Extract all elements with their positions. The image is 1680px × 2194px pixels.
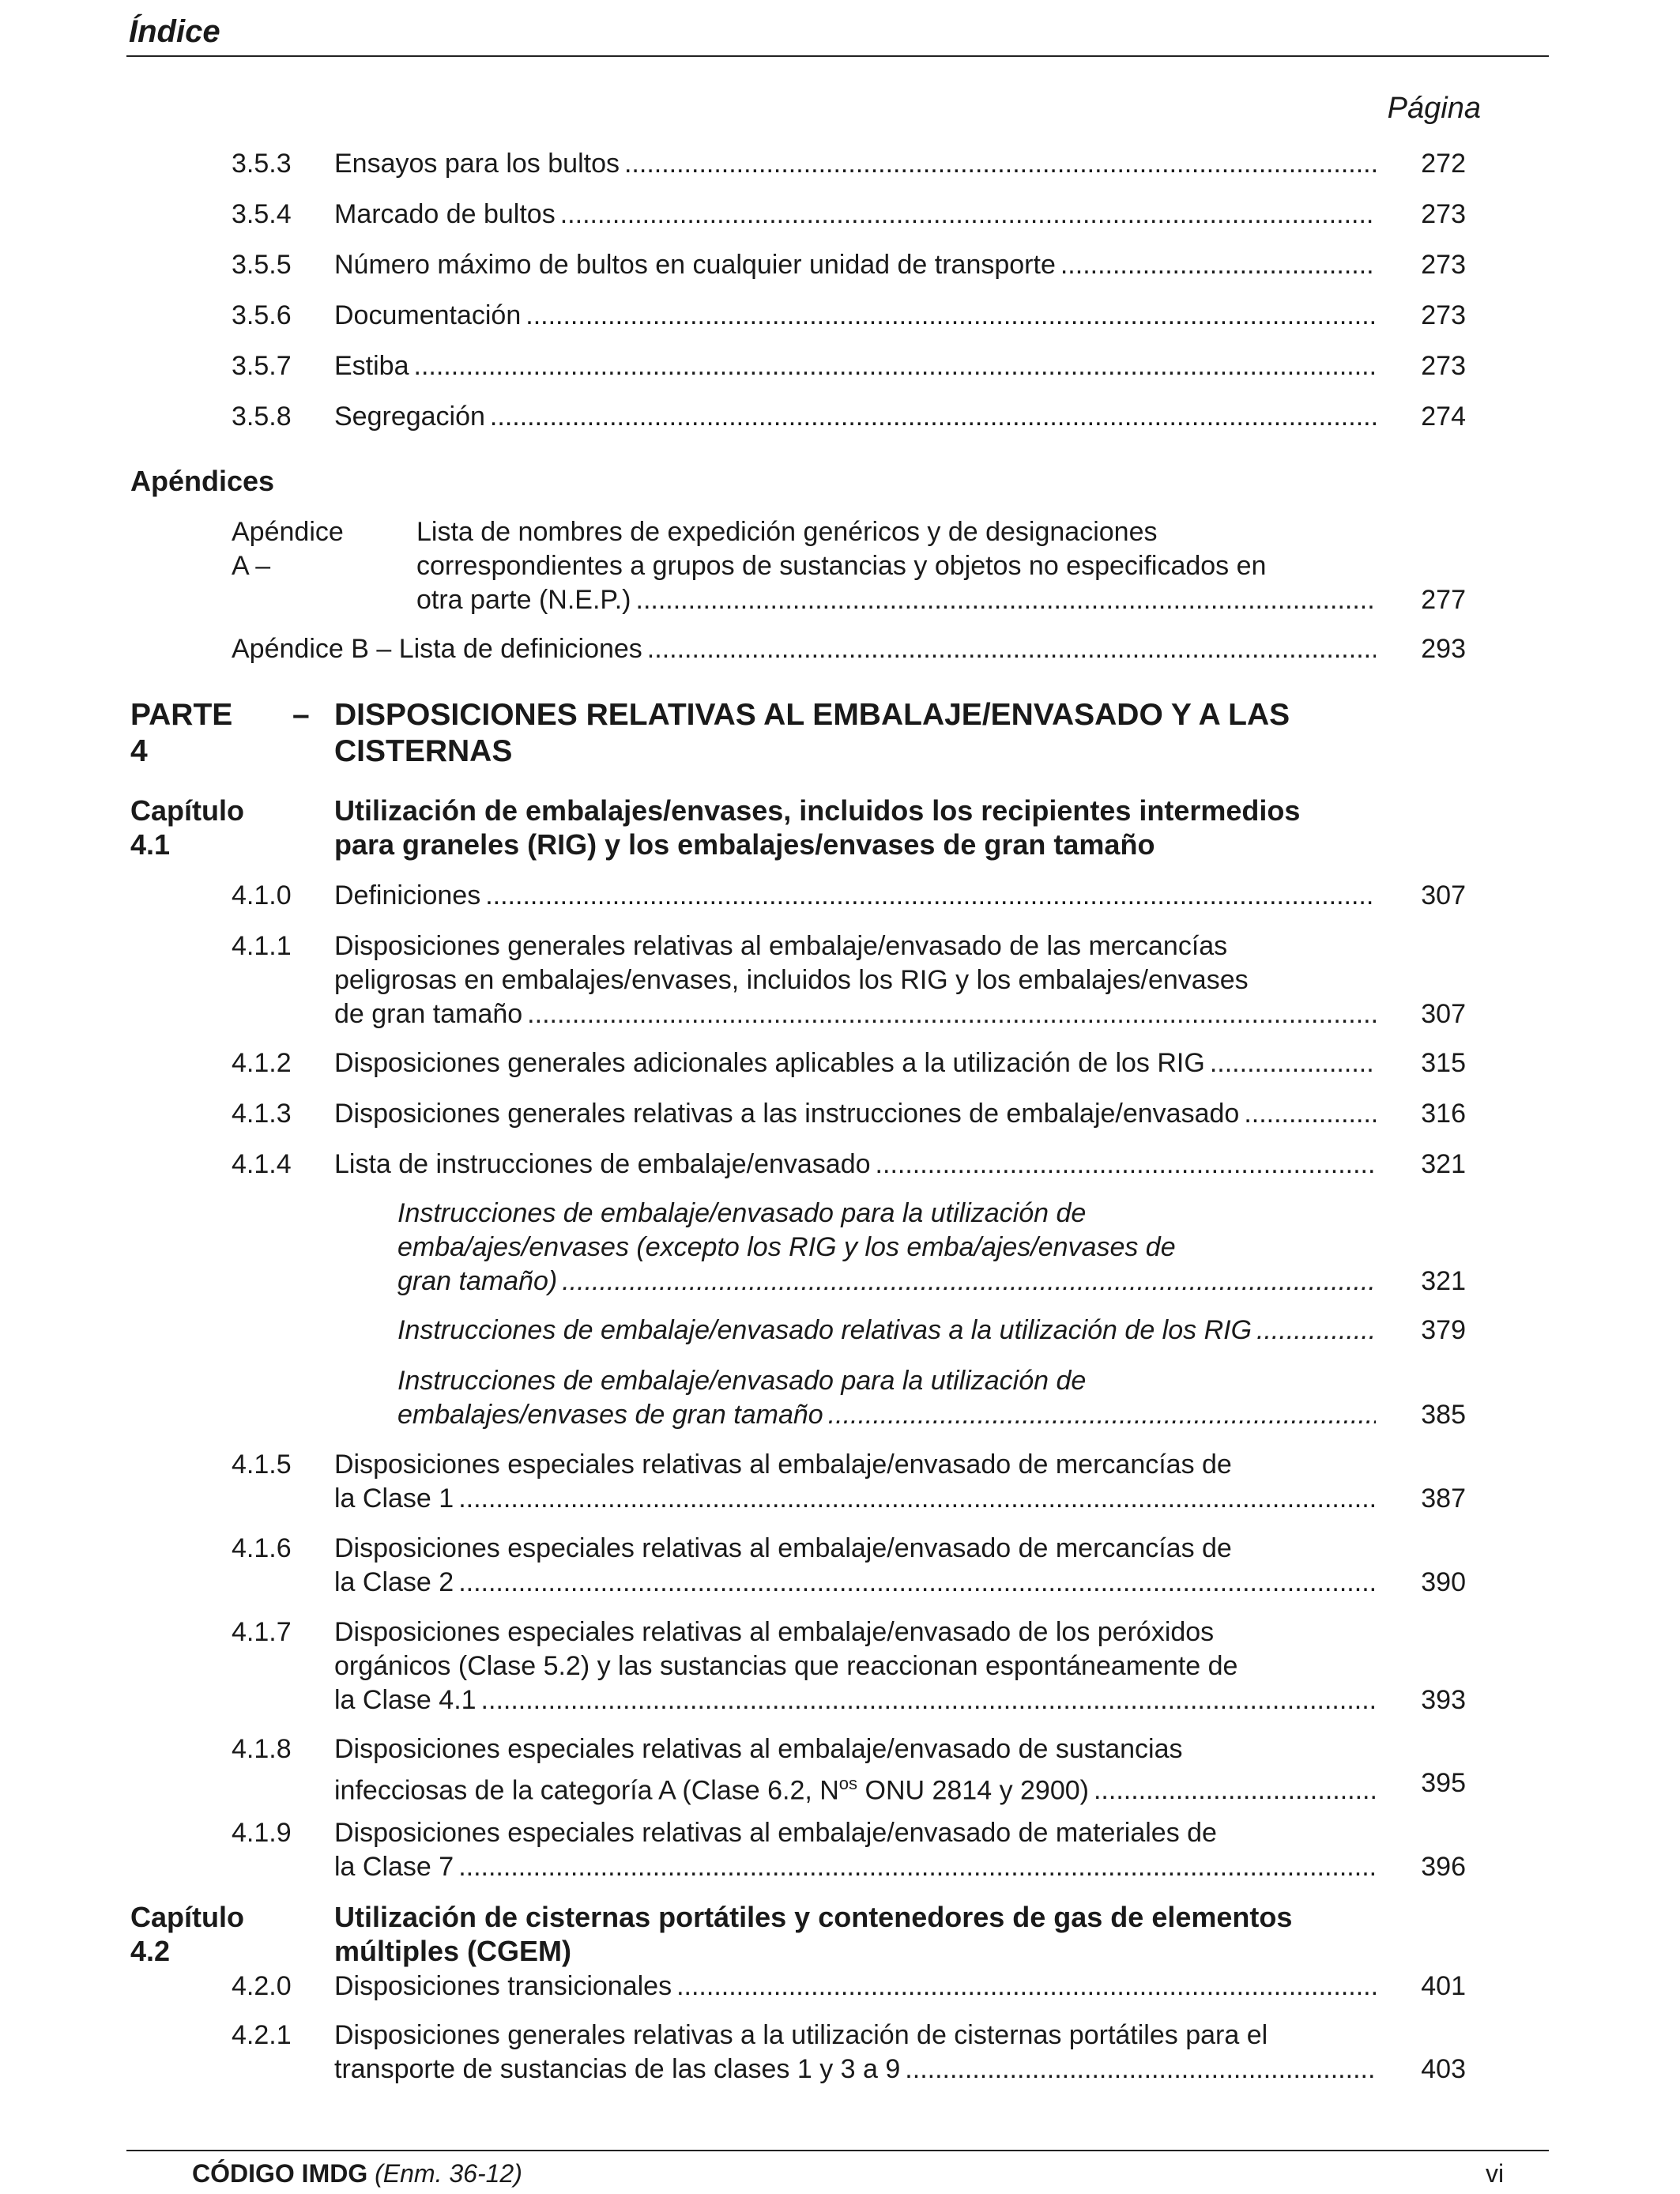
toc-entry-number: 4.1.8	[232, 1734, 292, 1764]
toc-entry-page: 321	[1421, 1266, 1466, 1296]
toc-entry-text: Disposiciones generales relativas a la utilización de cisternas portátiles para el	[334, 2020, 1268, 2050]
toc-entry-text: transporte de sustancias de las clases 1 y 3 a 9	[334, 2054, 901, 2084]
chapter-title: Utilización de cisternas portátiles y contenedores de gas de elementos	[334, 1901, 1293, 1933]
toc-subentry-text: emba/ajes/envases (excepto los RIG y los emba/ajes/envases de	[397, 1232, 1176, 1262]
toc-entry-text: la Clase 2	[334, 1567, 454, 1597]
toc-subentry-text: Instrucciones de embalaje/envasado para la utilización de	[397, 1198, 1087, 1228]
toc-entry-number: 3.5.6	[232, 300, 292, 330]
toc-entry-number: 4.1.0	[232, 880, 292, 910]
toc-entry-page: 293	[1421, 634, 1466, 664]
page-header-title: Índice	[129, 14, 220, 49]
toc-entry-page: 390	[1421, 1567, 1466, 1597]
toc-entry-number: 4.1.5	[232, 1449, 292, 1480]
toc-entry-text: correspondientes a grupos de sustancias y objetos no especificados en	[416, 551, 1267, 581]
toc-entry-text: Documentación	[334, 300, 522, 330]
toc-entry-page: 393	[1421, 1685, 1466, 1715]
toc-entry-number: 3.5.8	[232, 401, 292, 432]
chapter-number: Capítulo 4.2	[130, 1901, 244, 1967]
toc-entry-page: 403	[1421, 2054, 1466, 2084]
toc-entry-page: 385	[1421, 1400, 1466, 1430]
toc-entry-page: 272	[1421, 149, 1466, 179]
toc-entry-page: 273	[1421, 250, 1466, 280]
toc-entry-text: la Clase 4.1	[334, 1685, 477, 1715]
toc-entry-text: Apéndice B – Lista de definiciones	[232, 634, 642, 664]
appendix-label: Apéndice A –	[232, 517, 344, 581]
toc-entry-text: Disposiciones especiales relativas al embalaje/envasado de los peróxidos	[334, 1617, 1215, 1647]
footer-amendment: (Enm. 36-12)	[375, 2159, 522, 2188]
toc-entry-text: Disposiciones especiales relativas al embalaje/envasado de sustancias	[334, 1734, 1183, 1764]
toc-entry-text: Número máximo de bultos en cualquier unidad de transporte	[334, 250, 1056, 280]
header-rule	[126, 55, 1549, 57]
toc-entry-page: 315	[1421, 1048, 1466, 1078]
toc-entry-page: 273	[1421, 199, 1466, 229]
footer-page-number: vi	[1486, 2159, 1505, 2188]
part-dash: –	[292, 698, 310, 732]
toc-entry-text: Disposiciones transicionales	[334, 1971, 672, 2001]
toc-entry-text: Marcado de bultos	[334, 199, 556, 229]
toc-entry-text: peligrosas en embalajes/envases, incluidos los RIG y los embalajes/envases	[334, 965, 1249, 995]
toc-entry-text: Disposiciones generales relativas al embalaje/envasado de las mercancías	[334, 931, 1228, 961]
chapter-title: Utilización de embalajes/envases, incluidos los recipientes intermedios	[334, 794, 1301, 827]
toc-entry-page: 273	[1421, 351, 1466, 381]
toc-entry-page: 321	[1421, 1149, 1466, 1179]
toc-entry-page: 273	[1421, 300, 1466, 330]
toc-entry-text: Lista de instrucciones de embalaje/envasado	[334, 1149, 871, 1179]
toc-entry-page: 379	[1421, 1315, 1466, 1345]
toc-entry-page: 401	[1421, 1971, 1466, 2001]
toc-entry-text: Segregación	[334, 401, 485, 432]
toc-entry-number: 4.2.0	[232, 1971, 292, 2001]
toc-entry-page: 316	[1421, 1099, 1466, 1129]
toc-entry-number: 3.5.3	[232, 149, 292, 179]
page-column-label: Página	[1387, 92, 1481, 125]
toc-entry-text: Estiba	[334, 351, 409, 381]
toc-entry-number: 4.1.9	[232, 1818, 292, 1848]
toc-subentry-text: embalajes/envases de gran tamaño	[397, 1400, 823, 1430]
toc-entry-text: Disposiciones especiales relativas al embalaje/envasado de mercancías de	[334, 1533, 1232, 1563]
appendices-heading: Apéndices	[130, 465, 275, 497]
toc-entry-text: Ensayos para los bultos	[334, 149, 620, 179]
toc-entry-text: Lista de nombres de expedición genéricos y de designaciones	[416, 517, 1158, 547]
toc-entry-text: Disposiciones generales relativas a las instrucciones de embalaje/envasado	[334, 1099, 1240, 1129]
toc-entry-text: infecciosas de la categoría A (Clase 6.2, $N^{os}$ ONU 2814 y 2900)	[334, 1774, 1089, 1806]
part-number: PARTE 4	[130, 698, 233, 768]
toc-entry-number: 4.1.4	[232, 1149, 292, 1179]
toc-entry-number: 3.5.7	[232, 351, 292, 381]
footer-publication	[192, 2159, 522, 2188]
toc-entry-number: 4.1.1	[232, 931, 292, 961]
chapter-number: Capítulo 4.1	[130, 794, 244, 861]
toc-entry-page: 395	[1421, 1768, 1466, 1798]
footer-rule	[126, 2150, 1549, 2151]
toc-entry-number: 4.1.6	[232, 1533, 292, 1563]
toc-entry-text: otra parte (N.E.P.)	[416, 585, 631, 615]
toc-entry-text: Definiciones	[334, 880, 481, 910]
toc-entry-number: 4.1.7	[232, 1617, 292, 1647]
toc-entry-number: 4.2.1	[232, 2020, 292, 2050]
toc-entry-number: 3.5.4	[232, 199, 292, 229]
toc-entry-text: la Clase 1	[334, 1483, 454, 1514]
part-title: CISTERNAS	[334, 734, 513, 768]
toc-entry-page: 277	[1421, 585, 1466, 615]
toc-subentry-text: Instrucciones de embalaje/envasado relativas a la utilización de los RIG	[397, 1315, 1252, 1345]
toc-entry-text: Disposiciones especiales relativas al embalaje/envasado de mercancías de	[334, 1449, 1232, 1480]
chapter-title: múltiples (CGEM)	[334, 1935, 572, 1967]
toc-subentry-text: gran tamaño)	[397, 1266, 558, 1296]
toc-entry-text: orgánicos (Clase 5.2) y las sustancias que reaccionan espontáneamente de	[334, 1651, 1238, 1681]
toc-entry-number: 4.1.2	[232, 1048, 292, 1078]
chapter-title: para graneles (RIG) y los embalajes/envases de gran tamaño	[334, 828, 1155, 861]
toc-entry-text: Disposiciones generales adicionales aplicables a la utilización de los RIG	[334, 1048, 1205, 1078]
toc-entry-number: 4.1.3	[232, 1099, 292, 1129]
toc-entry-number: 3.5.5	[232, 250, 292, 280]
toc-entry-page: 396	[1421, 1852, 1466, 1882]
footer-code: CÓDIGO IMDG	[192, 2159, 368, 2188]
toc-entry-text: la Clase 7	[334, 1852, 454, 1882]
toc-entry-page: 387	[1421, 1483, 1466, 1514]
toc-entry-page: 307	[1421, 999, 1466, 1029]
toc-entry-text: Disposiciones especiales relativas al embalaje/envasado de materiales de	[334, 1818, 1217, 1848]
part-title: DISPOSICIONES RELATIVAS AL EMBALAJE/ENVASADO Y A LAS	[334, 698, 1290, 732]
toc-entry-text: de gran tamaño	[334, 999, 523, 1029]
toc-entry-page: 274	[1421, 401, 1466, 432]
toc-entry-page: 307	[1421, 880, 1466, 910]
toc-subentry-text: Instrucciones de embalaje/envasado para la utilización de	[397, 1366, 1087, 1396]
